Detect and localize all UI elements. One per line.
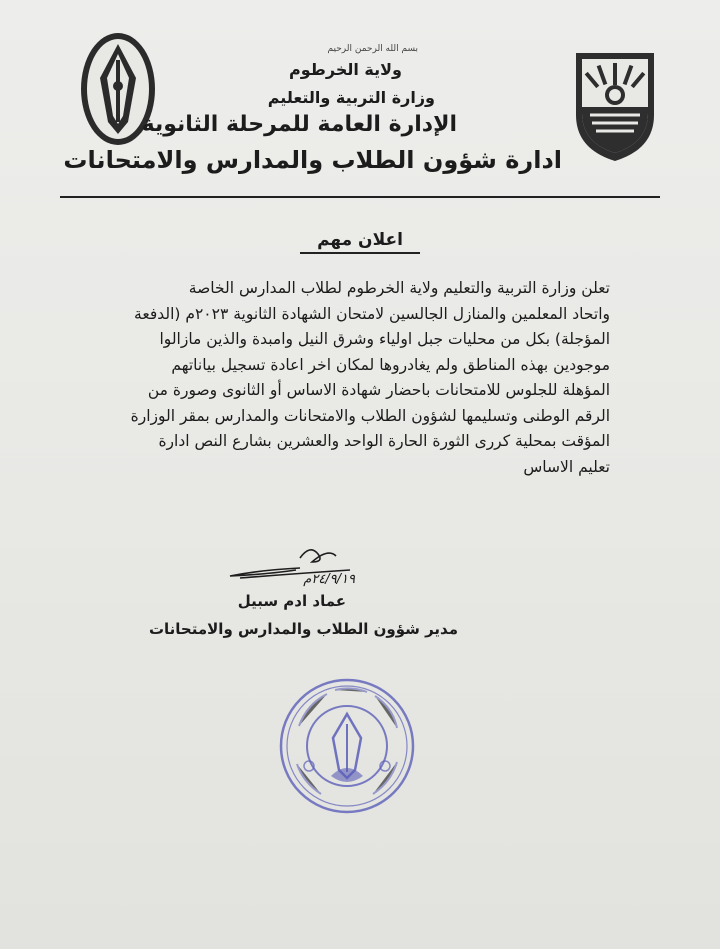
notice-line: تعلن وزارة التربية والتعليم ولاية الخرطوم لطلاب المدارس الخاصة xyxy=(188,279,610,297)
ministry-emblem-icon xyxy=(574,45,656,163)
notice-line: موجودين بهذه المناطق ولم يغادروها لمكان اخر اعادة تسجيل بياناتهم xyxy=(171,355,610,374)
bismillah-text: بسم الله الرحمن الرحيم xyxy=(327,44,418,54)
header-ministry: وزارة التربية والتعليم xyxy=(267,88,435,107)
signatory-name: عماد ادم سبيل xyxy=(237,592,346,610)
notice-line: المؤقت بمحلية كررى الثورة الحارة الواحد والعشرين بشارع النص ادارة xyxy=(158,432,610,450)
header-department: ادارة شؤون الطلاب والمدارس والامتحانات xyxy=(63,146,562,174)
header-state: ولاية الخرطوم xyxy=(289,60,402,79)
notice-line: المؤجلة) بكل من محليات جبل اولياء وشرق النيل وامبدة والذين مازالوا xyxy=(159,330,610,348)
header-directorate: الإدارة العامة للمرحلة الثانوية xyxy=(141,112,457,137)
signature-date: ٢٤/٩/١٩م xyxy=(303,572,355,587)
notice-body xyxy=(66,276,610,480)
notice-line: المؤهلة للجلوس للامتحانات باحضار شهادة الاساس أو الثانوى وصورة من xyxy=(147,381,610,399)
notice-title: اعلان مهم xyxy=(300,230,420,254)
ministry-seal-icon xyxy=(277,676,417,816)
signature-scribble-icon xyxy=(200,540,380,600)
signatory-title: مدير شؤون الطلاب والمدارس والامتحانات xyxy=(148,620,458,638)
notice-line: واتحاد المعلمين والمنازل الجالسين لامتحان الشهادة الثانوية ٢٠٢٣م (الدفعة xyxy=(134,304,610,323)
notice-line: تعليم الاساس xyxy=(523,457,610,476)
header-divider xyxy=(60,196,660,198)
letterhead xyxy=(0,0,720,205)
notice-line: الرقم الوطنى وتسليمها لشؤون الطلاب والامتحانات والمدارس بمقر الوزارة xyxy=(130,406,610,425)
